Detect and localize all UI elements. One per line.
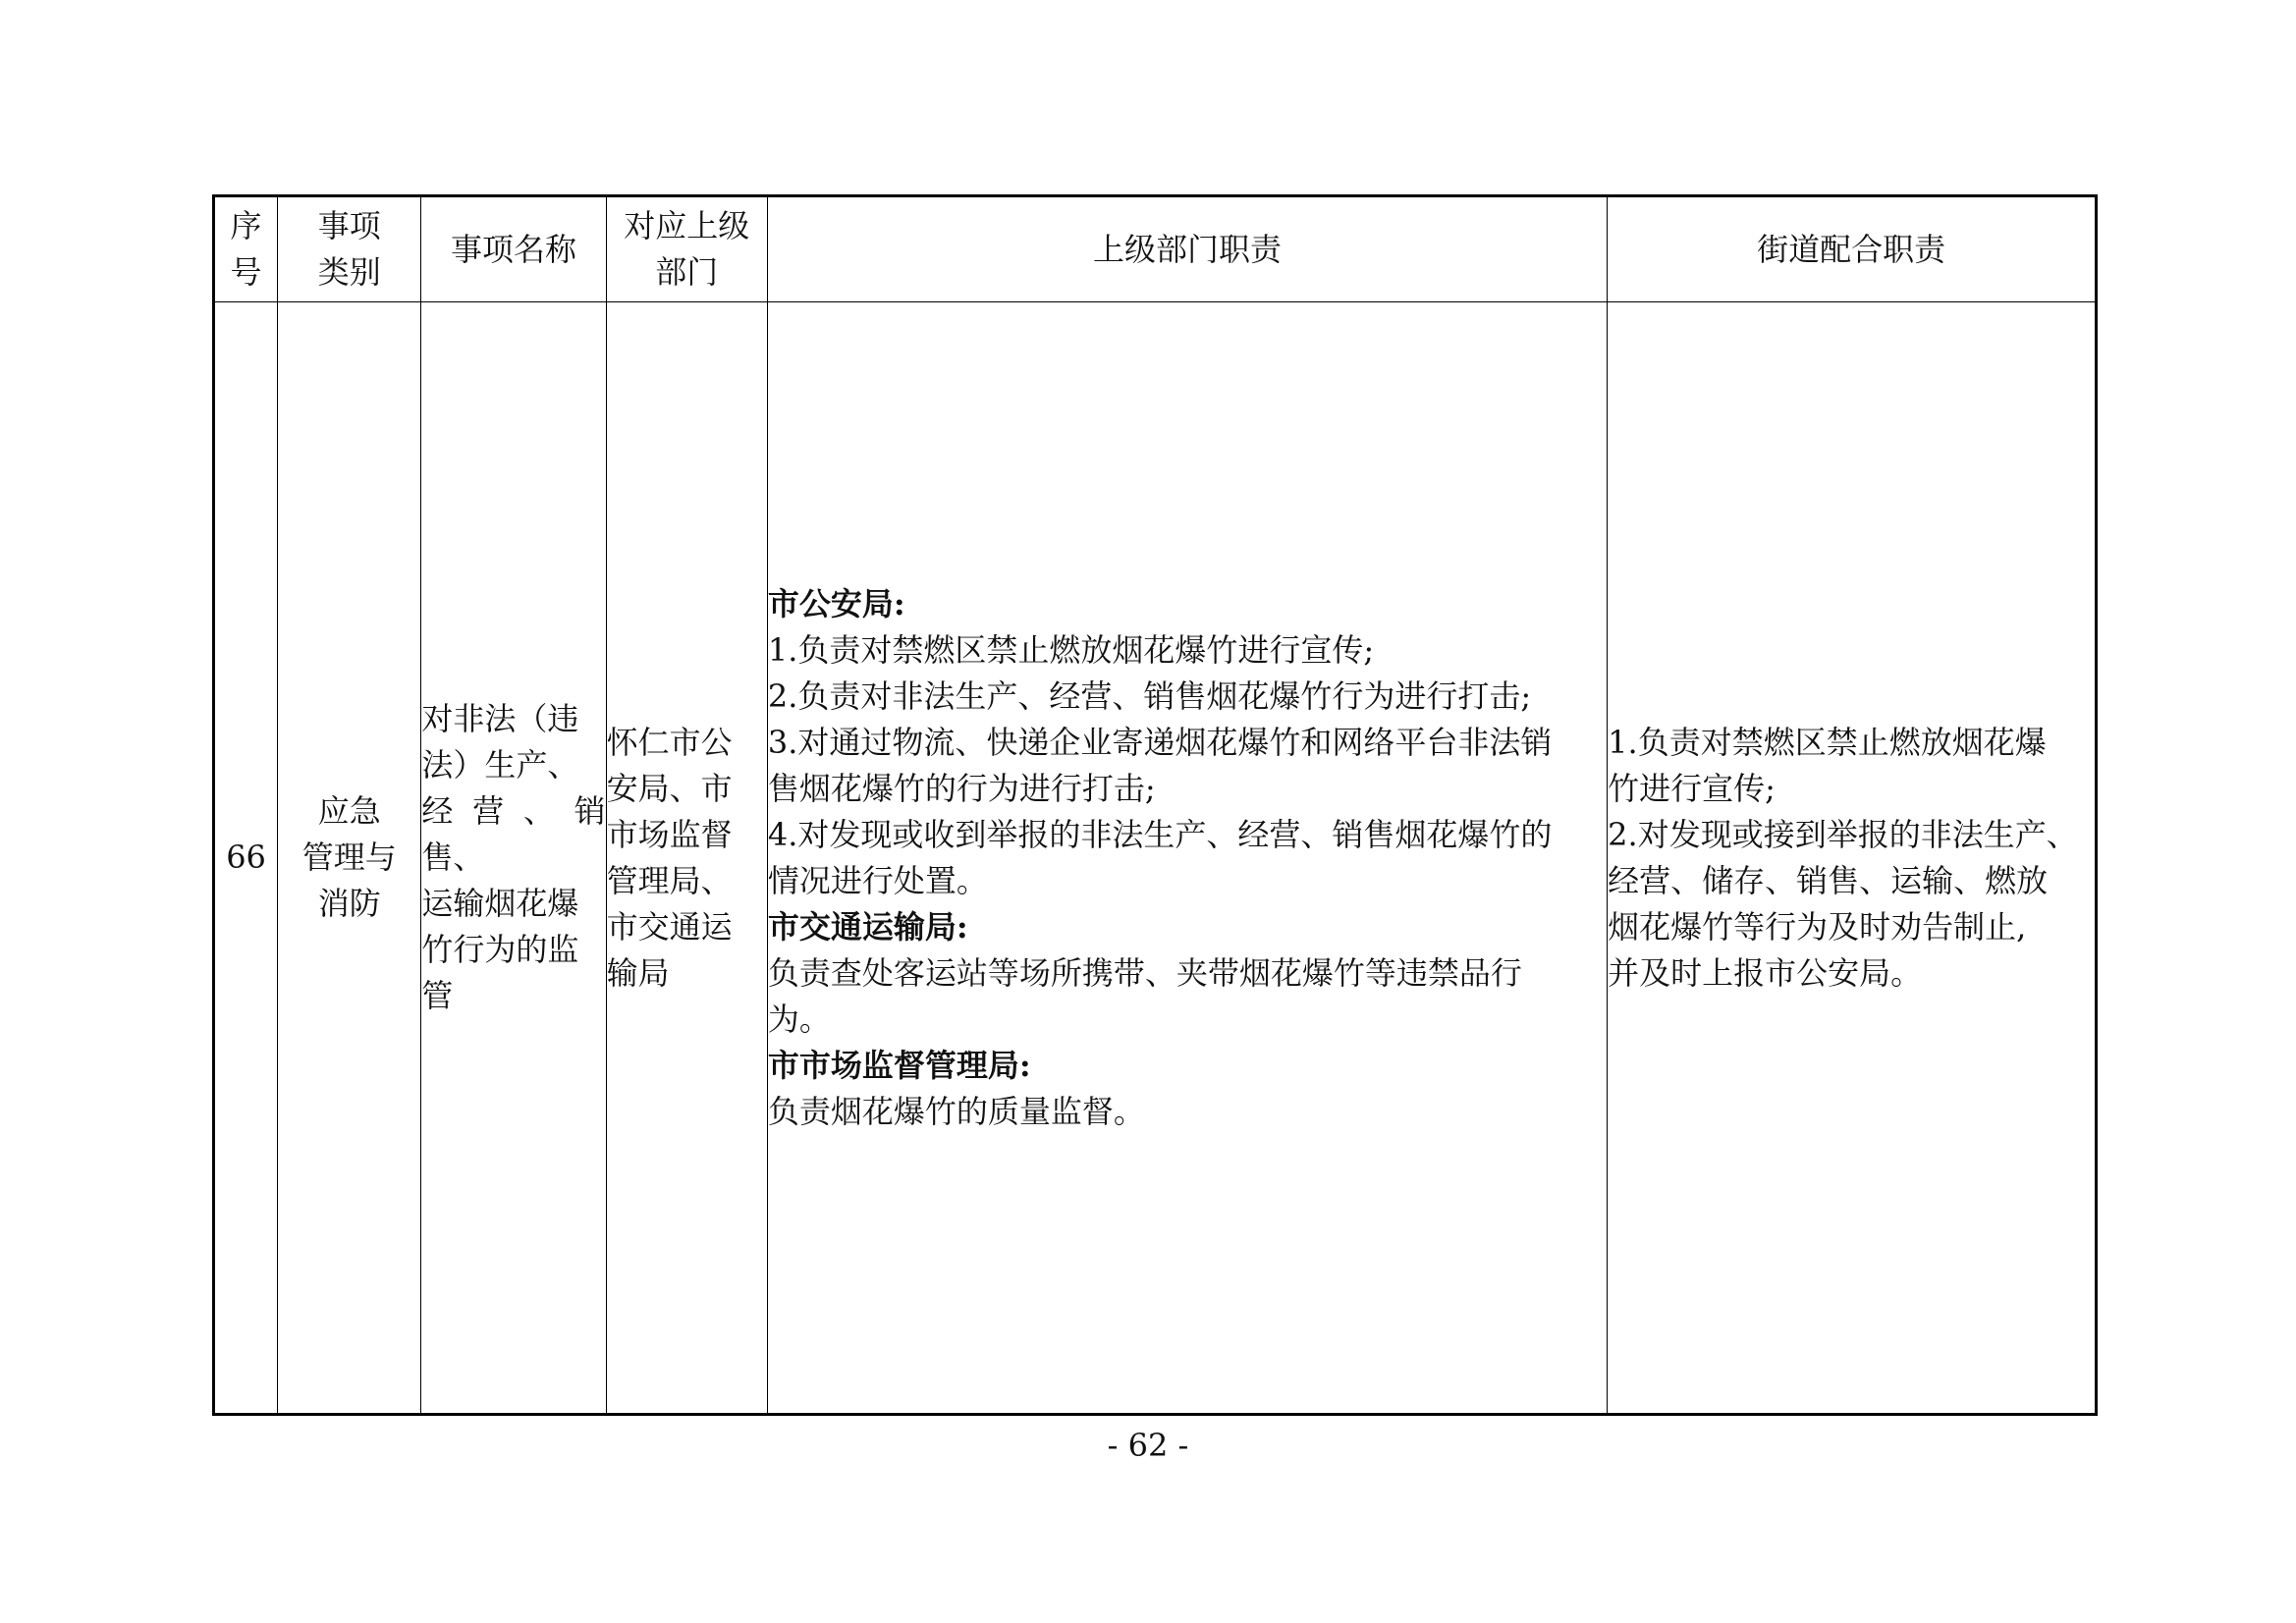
table-row [214,302,2097,1415]
header-upper-duties: 上级部门职责 [767,196,1607,302]
cell-upper-duties: 市公安局: 1.负责对禁燃区禁止燃放烟花爆竹进行宣传; 2.负责对非法生产、经营、销售烟花爆竹行为进行打击; 3.对通过物流、快递企业寄递烟花爆竹和网络平台非法销 售烟花爆竹的行为进行打击; 4.对发现或收到举报的非法生产、经营、销售烟花爆竹的 情况进行处置。 市交通运输局: 负责查处客运站等场所携带、夹带烟花爆竹等违禁品行 为。 市市场监督管理局: 负责烟花爆竹的质量监督。 [767,302,1607,1415]
table-header-row [214,196,2097,302]
cell-category: 应急 管理与 消防 [278,302,421,1415]
cell-street-duties: 1.负责对禁燃区禁止燃放烟花爆 竹进行宣传; 2.对发现或接到举报的非法生产、 经营、储存、销售、运输、燃放 烟花爆竹等行为及时劝告制止, 并及时上报市公安局。 [1608,302,2097,1415]
dept-heading-transport: 市交通运输局: [767,907,968,946]
header-item-name: 事项名称 [421,196,606,302]
page-number: - 62 - [1107,1427,1189,1464]
dept-heading-market-supervision: 市市场监督管理局: [767,1046,1031,1084]
header-street-duties: 街道配合职责 [1608,196,2097,302]
cell-upper-dept: 怀仁市公 安局、市 市场监督 管理局、 市交通运 输局 [606,302,767,1415]
duty-table [212,194,2098,1416]
cell-item-name: 对非法（违 法）生产、 经营、销售、 运输烟花爆 竹行为的监 管 [421,302,606,1415]
header-upper-dept: 对应上级 部门 [606,196,767,302]
cell-seq: 66 [214,302,278,1415]
header-seq: 序 号 [214,196,278,302]
dept-heading-public-security: 市公安局: [767,584,905,622]
header-category: 事项 类别 [278,196,421,302]
